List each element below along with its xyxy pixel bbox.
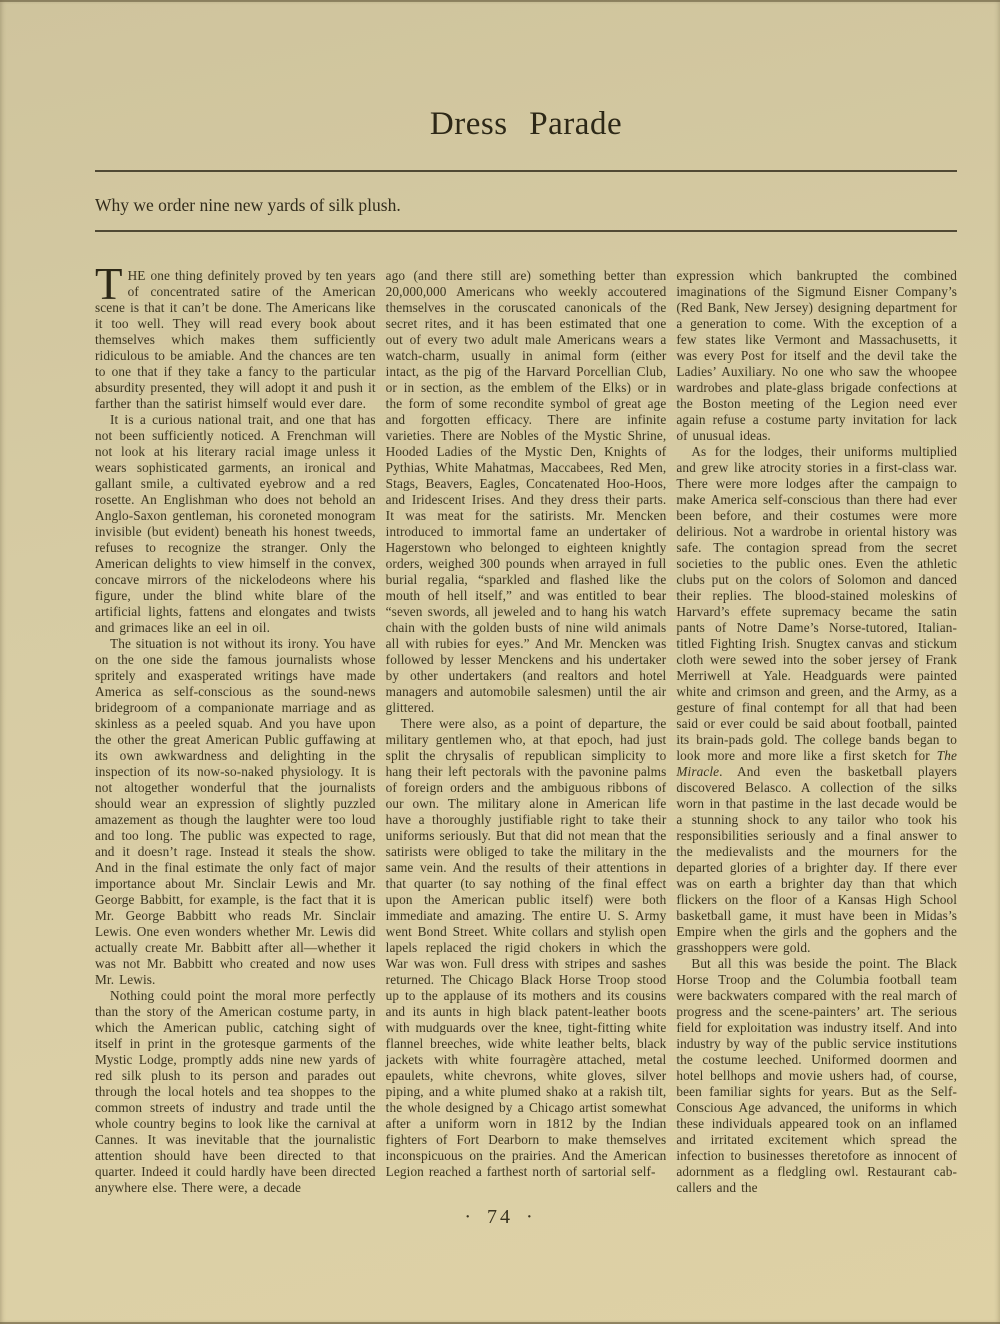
paragraph: Nothing could point the moral more perfectly than the story of the American costume party, in which the American public, catching sight of itself in print in the grotesque garments of the Mystic Lodge, promptly adds nine new yards of red silk plush to its person and parades out through the local hotels and tea shoppes to the common streets of industry and trade until the whole country begins to look like the carnival at Cannes. It was inevitable that the journalistic attention should have been directed to that quarter. Indeed it could hardly have been directed anywhere else. There were, a decade (95, 988, 376, 1195)
column-3 (676, 268, 957, 1196)
paragraph: THE one thing definitely proved by ten years of concentrated satire of the American scene is that it can’t be done. The Americans like it too well. They will read every book about themselves which makes them sufficiently ridiculous to be amiable. And the chances are ten to one that if they take a fancy to the particular absurdity presented, they will adopt it and push it farther than the satirist himself would ever dare. (95, 259, 376, 411)
paragraph: expression which bankrupted the combined imaginations of the Sigmund Eisner Company’s (Red Bank, New Jersey) designing department for a generation to come. With the exception of a few states like Vermont and Massachusetts, it was every Post for itself and the devil take the Ladies’ Auxiliary. No one who saw the whoopee wardrobes and plate-glass brigade confections at the Boston meeting of the Legion need ever again refuse a costume party invitation for lack of unusual ideas. (676, 268, 958, 443)
paragraph: It is a curious national trait, and one that has not been sufficiently noticed. A Frenchman will not look at his literary racial image unless it wears sophisticated garments, an ironical and gallant smile, a cultivated eyebrow and a red rosette. An Englishman who does not behold an Anglo-Saxon gentleman, his coroneted monogram invisible (but evident) beneath his honest tweeds, refuses to recognize the stranger. Only the American delights to view himself in the convex, concave mirrors of the nickelodeons where his figure, under the blind white blare of the artificial lights, fattens and elongates and twists and grimaces like an eel in oil. (95, 412, 376, 635)
paragraph: The situation is not without its irony. You have on the one side the famous journalists whose spritely and exasperated writings have made America as self-conscious as the sound-news bridegroom of a companionate marriage and as skinless as a peeled squab. And you have upon the other the great American Public guffawing at its own awkwardness and delighting in the inspection of its now-so-naked physiology. It is not altogether wonderful that the journalists should wear an expression of slightly puzzled amazement as though the laughter were too loud and too long. The public was expected to rage, and it doesn’t rage. Instead it steals the show. And in the final estimate the only fact of major importance about Mr. Sinclair Lewis and Mr. George Babbitt, for example, is the fact that it is Mr. George Babbitt who reads Mr. Sinclair Lewis. One even wonders whether Mr. Lewis did actually create Mr. Babbitt after all—whether it was not Mr. Babbitt who created and now uses Mr. Lewis. (95, 636, 376, 987)
paragraph: ago (and there still are) something better than 20,000,000 Americans who weekly accoutered themselves in the coruscated canonicals of the secret rites, and it has been estimated that one out of every two adult male Americans wears a watch-charm, usually in animal form (either intact, as the pig of the Harvard Porcellian Club, or in section, as the emblem of the Elks) or in the form of some recondite symbol of great age and forgotten efficacy. There are infinite varieties. There are Nobles of the Mystic Shrine, Hooded Ladies of the Mystic Den, Knights of Pythias, White Mahatmas, Maccabees, Red Men, Stags, Beavers, Eagles, Concatenated Hoo-Hoos, and Iridescent Irises. And they dress their parts. It was meat for the satirists. Mr. Mencken introduced to immortal fame an undertaker of Hagerstown who belonged to eighteen knightly orders, weighed 300 pounds when arrayed in full burial regalia, “sparkled and flashed like the mouth of hell itself,” and was entitled to bear “seven swords, all jeweled and to hang his watch chain with the golden busts of nine wild animals all with rubies for eyes.” And Mr. Mencken was followed by lesser Menckens and his undertaker by other undertakers (and realtors and hotel managers and automobile salesmen) until the air glittered. (385, 268, 667, 715)
italic-text: The Miracle (676, 748, 958, 779)
page-title: Dress Parade (429, 106, 623, 142)
title-rule (95, 170, 957, 172)
paragraph: As for the lodges, their uniforms multiplied and grew like atrocity stories in a first-class war. There were more lodges after the campaign to make America self-conscious than there had ever been before, and their costumes were more delirious. Not a wardrobe in oriental history was safe. The contagion spread from the secret societies to the public ones. Even the athletic clubs put on the colors of Solomon and danced their replies. The blood-stained moleskins of Harvard’s effete supremacy became the satin pants of Notre Dame’s Norse-tutored, Italian-titled Fighting Irish. Snugtex canvas and stickum cloth were sewed into the sober jersey of Frank Merriwell at Yale. Headguards were painted white and crimson and green, and the Army, as a gesture of final contempt for all that had been said or ever could be said about football, painted its brain-pads gold. The college bands began to look more and more like a first sketch for The Miracle. And even the basketball players discovered Belasco. A collection of the silks worn in that pastime in the last decade would be a stunning shock to any tailor who took his responsibilities seriously and a final answer to the medievalists and the mourners for the departed glories of a brighter day. If there ever was on earth a brighter day than that which flickers on the floor of a Kansas High School basketball game, it must have been in Midas’s Empire when the girls and the gophers and the grasshoppers were gold. (676, 444, 958, 955)
page-number: · 74 · (464, 1206, 536, 1228)
article-body (95, 259, 958, 1196)
subtitle-rule (95, 230, 957, 232)
column-1 (95, 259, 376, 1196)
subtitle: Why we order nine new yards of silk plush. (95, 195, 401, 215)
paragraph: But all this was beside the point. The Black Horse Troop and the Columbia football team were backwaters compared with the real march of progress and the scene-painters’ art. The serious field for exploitation was industry itself. And into industry by way of the public service institutions the costume leeched. Uniformed doormen and hotel bellhops and movie ushers had, of course, been familiar sights for years. But as the Self-Conscious Age advanced, the uniforms in which these individuals appeared took on an inflamed and irritated excitement which spread the infection to businesses theretofore as innocent of adornment as a fledgling owl. Restaurant cab-callers and the (676, 956, 958, 1195)
drop-cap: T (95, 259, 123, 309)
column-2 (386, 268, 667, 1196)
page-content (95, 0, 957, 1196)
paragraph: There were also, as a point of departure, the military gentlemen who, at that epoch, had just split the chrysalis of republican simplicity to hang their left pectorals with the pavonine palms of foreign orders and the ambiguous ribbons of our own. The military alone in American life have a thoroughly justifiable right to take their uniforms seriously. But that did not mean that the satirists were obliged to take the military in the same vein. And the results of their attentions in that quarter (to say nothing of the final effect upon the American public itself) were both immediate and amazing. The entire U. S. Army went Bond Street. White collars and stylish open lapels replaced the rigid chokers in which the War was won. Full dress with stripes and sashes returned. The Chicago Black Horse Troop stood up to the applause of its mothers and its cousins and its aunts in high black patent-leather boots with mudguards over the knee, tight-fitting white flannel breeches, wide white leather belts, black jackets with white fourragère attached, metal epaulets, white chevrons, white gloves, silver piping, and a white plumed shako at a rakish tilt, the whole designed by a Chicago artist somewhat after a uniform worn in 1812 by the Indian fighters of Fort Dearborn to make themselves inconspicuous on the prairies. And the American Legion reached a farthest north of sartorial self- (385, 716, 667, 1179)
